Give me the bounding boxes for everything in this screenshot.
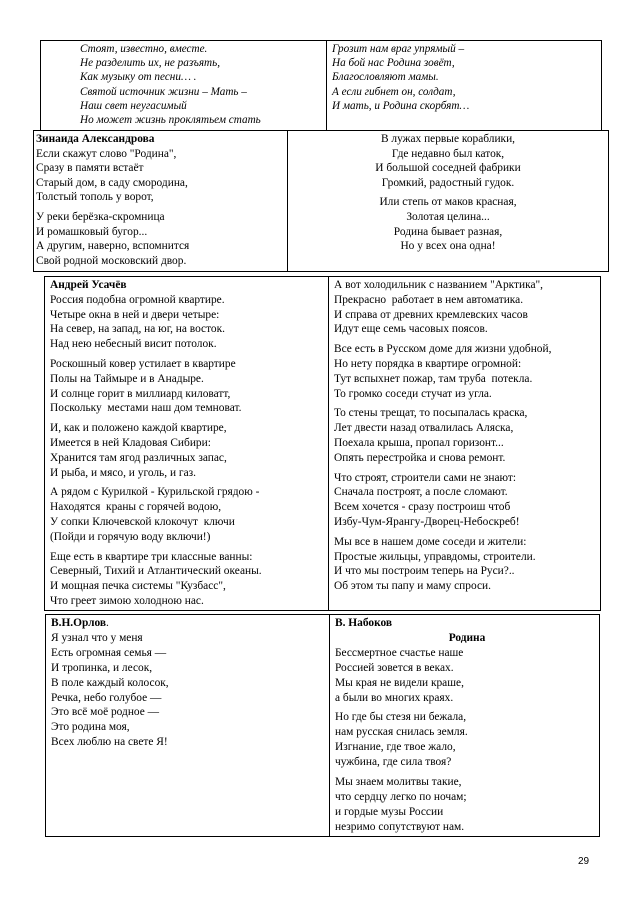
verse-line: Не разделить их, не разъять, bbox=[80, 57, 221, 70]
verse-line: Поскольку местами наш дом темноват. bbox=[50, 402, 242, 415]
verse-line: А рядом с Курилкой - Курильской грядою - bbox=[50, 486, 260, 499]
verse-line: У сопки Ключевской клокочут ключи bbox=[50, 515, 235, 528]
verse-line: незримо сопутствуют нам. bbox=[335, 820, 465, 833]
verse-line: И, как и положено каждой квартире, bbox=[50, 422, 227, 435]
poem-cell-left bbox=[45, 277, 329, 611]
verse-line: Мы все в нашем доме соседи и жители: bbox=[334, 535, 527, 548]
verse-line: Что строят, строители сами не знают: bbox=[334, 471, 517, 484]
poem-title: Родина bbox=[448, 631, 486, 644]
verse-line: На север, на запад, на юг, на восток. bbox=[50, 323, 226, 336]
verse-line: И что мы построим теперь на Руси?.. bbox=[334, 565, 515, 578]
verse-line: В поле каждый колосок, bbox=[51, 676, 169, 689]
verse-line: Где недавно был каток, bbox=[391, 147, 505, 160]
verse-line: Избу-Чум-Ярангу-Дворец-Небоскреб! bbox=[334, 515, 520, 528]
verse-line: То громко соседи стучат из угла. bbox=[334, 387, 492, 400]
poem-table-3 bbox=[44, 276, 601, 611]
verse-line: Громкий, радостный гудок. bbox=[381, 176, 515, 189]
verse-line: Идут еще семь часовых поясов. bbox=[334, 323, 488, 336]
verse-line: Это родина моя, bbox=[51, 721, 130, 734]
verse-line: Всех люблю на свете Я! bbox=[51, 736, 168, 749]
verse-line: нам русская снилась земля. bbox=[335, 726, 468, 739]
verse-line: Имеется в ней Кладовая Сибири: bbox=[50, 436, 211, 449]
poem-cell-right bbox=[329, 277, 601, 611]
verse-line: Находятся краны с горячей водою, bbox=[50, 501, 222, 514]
poem-table-2 bbox=[33, 130, 609, 272]
verse-line: Лет двести назад отвалилась Аляска, bbox=[334, 422, 514, 435]
verse-line: Хранится там ягод различных запас, bbox=[50, 451, 227, 464]
verse-line: Есть огромная семья — bbox=[51, 646, 167, 659]
verse-line: И солнце горит в миллиард киловатт, bbox=[50, 387, 231, 400]
poem-author-line bbox=[51, 616, 329, 631]
verse-line: Или степь от маков красная, bbox=[379, 196, 517, 209]
verse-line: Изгнание, где твое жало, bbox=[335, 741, 456, 754]
verse-line: И мощная печка системы "Кузбасс", bbox=[50, 580, 226, 593]
verse-line: и гордые музы России bbox=[335, 805, 444, 818]
verse-line: Сначала построят, а после сломают. bbox=[334, 486, 508, 499]
verse-line: Святой источник жизни – Мать – bbox=[80, 85, 247, 98]
verse-line: И мать, и Родина скорбят… bbox=[332, 99, 470, 112]
verse-line: И тропинка, и лесок, bbox=[51, 661, 153, 674]
verse-line: То стены трещат, то посыпалась краска, bbox=[334, 407, 528, 420]
verse-line: На бой нас Родина зовёт, bbox=[332, 57, 455, 70]
verse-line: Бессмертное счастье наше bbox=[335, 646, 464, 659]
verse-line: Как музыку от песни… . bbox=[80, 71, 197, 84]
verse-line: Прекрасно работает в нем автоматика. bbox=[334, 293, 524, 306]
verse-line: Простые жильцы, управдомы, строители. bbox=[334, 550, 536, 563]
verse-line: Но нету порядка в квартире огромной: bbox=[334, 357, 522, 370]
page-number: 29 bbox=[578, 856, 590, 867]
poem-cell-right bbox=[330, 615, 600, 837]
verse-line: Поехала крыша, пропал горизонт... bbox=[334, 436, 504, 449]
poem-table-4 bbox=[45, 614, 600, 837]
verse-line: Речка, небо голубое — bbox=[51, 691, 162, 704]
verse-line: И рыба, и мясо, и уголь, и газ. bbox=[50, 466, 196, 479]
verse-line: Благословляют мамы. bbox=[332, 71, 439, 84]
verse-line: В лужах первые кораблики, bbox=[380, 133, 516, 145]
verse-line: Грозит нам враг упрямый – bbox=[332, 43, 465, 55]
verse-line: Россия подобна огромной квартире. bbox=[50, 293, 225, 306]
verse-line: Родина бывает разная, bbox=[393, 225, 503, 238]
verse-line: Все есть в Русском доме для жизни удобной, bbox=[334, 343, 552, 356]
verse-line: чужбина, где сила твоя? bbox=[335, 756, 452, 769]
poem-cell-left bbox=[41, 41, 327, 131]
poem-author: В.Н.Орлов bbox=[51, 617, 107, 629]
verse-line: Золотая целина... bbox=[406, 210, 490, 223]
verse-line: Старый дом, в саду смородина, bbox=[36, 176, 188, 189]
verse-line: Россией зовется в веках. bbox=[335, 661, 454, 674]
verse-line: Сразу в памяти встаёт bbox=[36, 162, 144, 175]
verse-line: Но может жизнь проклятьем стать bbox=[80, 114, 261, 127]
verse-line: Северный, Тихий и Атлантический океаны. bbox=[50, 565, 262, 578]
verse-line: Это всё моё родное — bbox=[51, 706, 160, 719]
verse-line: Толстый тополь у ворот, bbox=[36, 191, 154, 204]
verse-line: И большой соседней фабрики bbox=[375, 162, 521, 175]
verse-line: Об этом ты папу и маму спроси. bbox=[334, 580, 491, 593]
verse-line: Если скажут слово "Родина", bbox=[36, 147, 177, 160]
verse-line: Всем хочется - сразу построиш чтоб bbox=[334, 501, 511, 514]
verse-line: Тут вспыхнет пожар, там труба потекла. bbox=[334, 372, 533, 385]
verse-line: А другим, наверно, вспомнится bbox=[36, 240, 190, 253]
verse-line: Опять перестройка и снова ремонт. bbox=[334, 451, 506, 464]
poem-author: В. Набоков bbox=[335, 617, 393, 629]
poem-author-suffix: . bbox=[106, 617, 109, 629]
verse-line: Я узнал что у меня bbox=[51, 631, 143, 644]
verse-line: Четыре окна в ней и двери четыре: bbox=[50, 308, 220, 321]
verse-line: Над нею небесный висит потолок. bbox=[50, 338, 217, 351]
verse-line: Что греет зимою холодною нас. bbox=[50, 594, 204, 607]
verse-line: А вот холодильник с названием "Арктика", bbox=[334, 279, 544, 291]
verse-line: Наш свет неугасимый bbox=[80, 99, 187, 112]
poem-author: Андрей Усачёв bbox=[50, 279, 127, 291]
verse-line: А если гибнет он, солдат, bbox=[332, 85, 456, 98]
verse-line: Стоят, известно, вместе. bbox=[80, 43, 208, 55]
poem-cell-right bbox=[288, 131, 609, 272]
verse-line: (Пойди и горячую воду включи!) bbox=[50, 530, 211, 543]
verse-line: Роскошный ковер устилает в квартире bbox=[50, 357, 236, 370]
verse-line: а были во многих краях. bbox=[335, 691, 454, 704]
verse-line: что сердцу легко по ночам; bbox=[335, 790, 467, 803]
verse-line: Еще есть в квартире три классные ванны: bbox=[50, 550, 253, 563]
verse-line: И справа от древних кремлевских часов bbox=[334, 308, 528, 321]
verse-line: Полы на Таймыре и в Анадыре. bbox=[50, 372, 204, 385]
poem-cell-right bbox=[327, 41, 602, 131]
poem-author: Зинаида Александрова bbox=[36, 133, 155, 145]
poem-table-1 bbox=[40, 40, 602, 131]
verse-line: Мы края не видели краше, bbox=[335, 676, 464, 689]
verse-line: Свой родной московский двор. bbox=[36, 254, 187, 267]
verse-line: У реки берёзка-скромница bbox=[36, 210, 165, 223]
poem-cell-left bbox=[34, 131, 288, 272]
poem-cell-left bbox=[46, 615, 330, 837]
verse-line: Но у всех она одна! bbox=[400, 240, 496, 253]
verse-line: Мы знаем молитвы такие, bbox=[335, 776, 462, 789]
verse-line: Но где бы стезя ни бежала, bbox=[335, 711, 467, 724]
verse-line: И ромашковый бугор... bbox=[36, 225, 148, 238]
